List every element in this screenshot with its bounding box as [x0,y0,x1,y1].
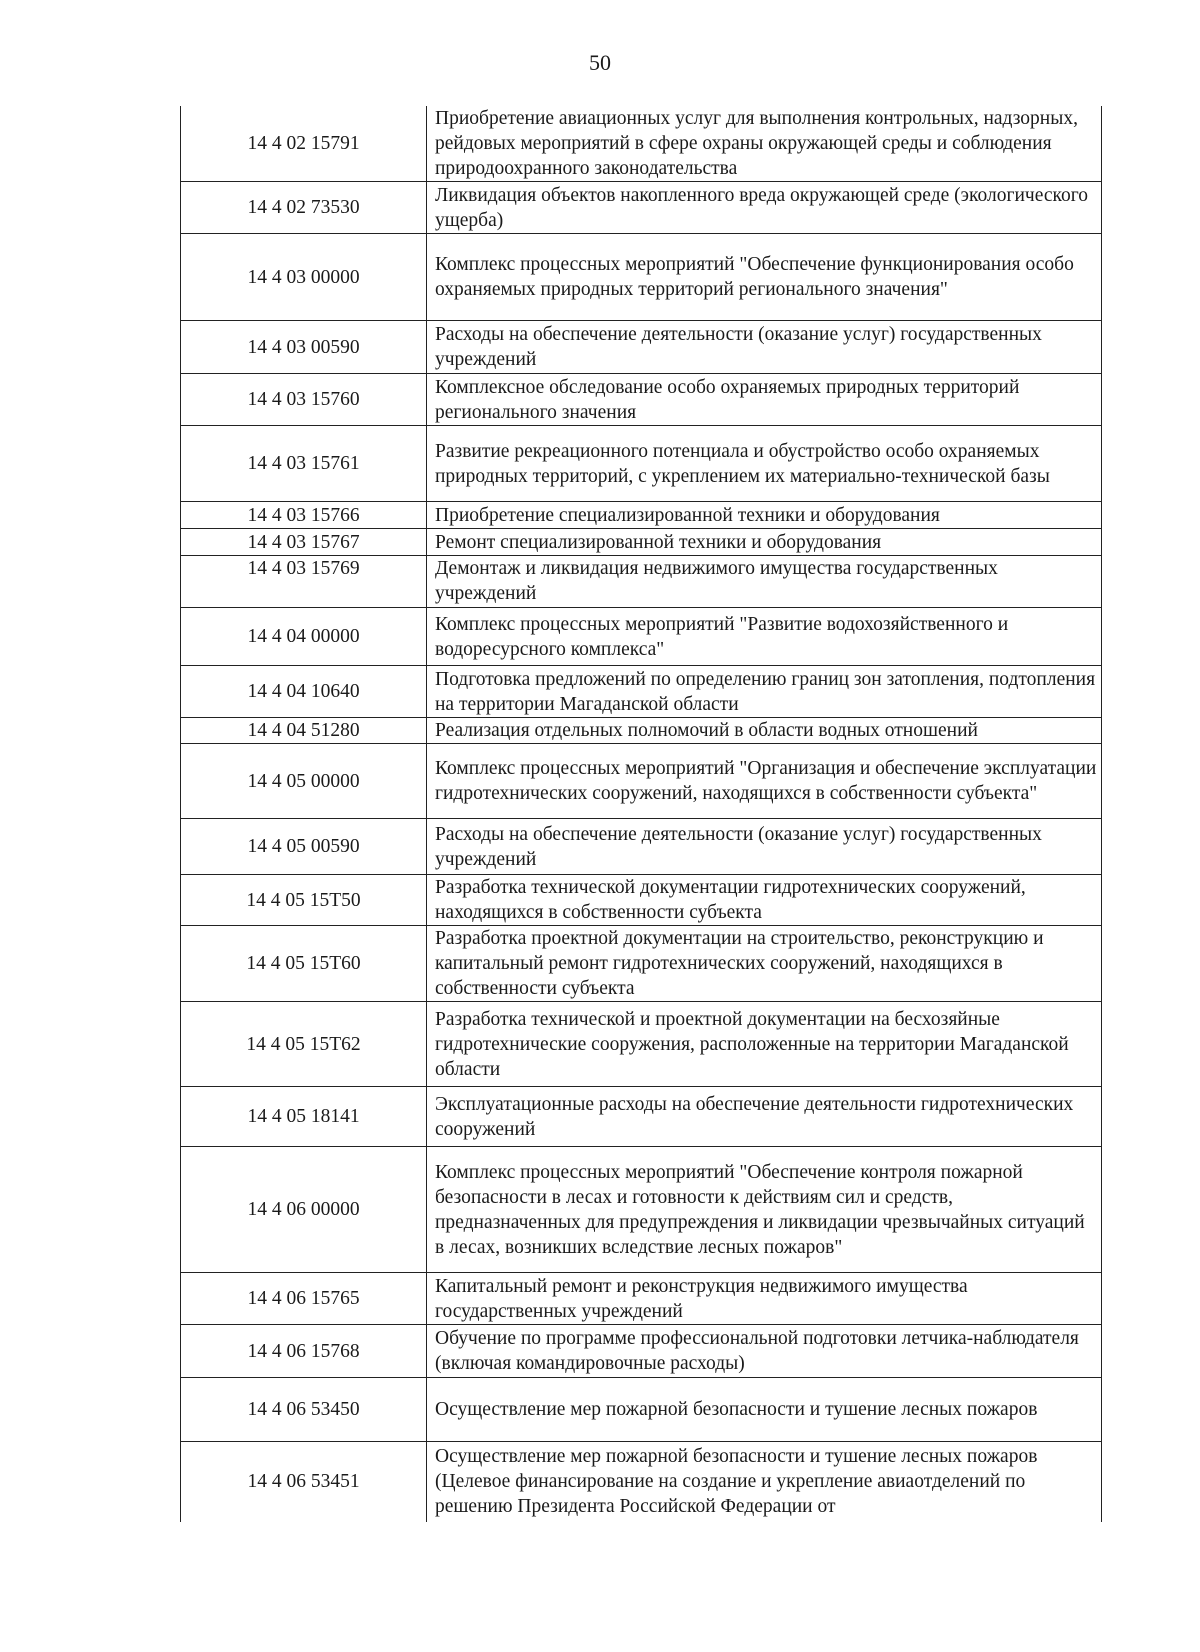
table-row [181,234,1102,321]
row-code: 14 4 03 00590 [181,321,427,374]
table-row [181,608,1102,666]
table-row [181,374,1102,426]
row-description: Расходы на обеспечение деятельности (оказание услуг) государственных учреждений [427,321,1102,374]
row-description: Комплекс процессных мероприятий "Обеспечение функционирования особо охраняемых природных территорий регионального значения" [427,234,1102,321]
table-row [181,1002,1102,1087]
row-description: Ликвидация объектов накопленного вреда окружающей среде (экологического ущерба) [427,182,1102,234]
row-code: 14 4 03 15767 [181,529,427,556]
row-description: Обучение по программе профессиональной подготовки летчика-наблюдателя (включая командировочные расходы) [427,1325,1102,1378]
row-description: Расходы на обеспечение деятельности (оказание услуг) государственных учреждений [427,819,1102,875]
table-row [181,718,1102,744]
row-description: Ремонт специализированной техники и оборудования [427,529,1102,556]
row-code: 14 4 03 15769 [181,556,427,608]
table-row [181,1378,1102,1442]
row-code: 14 4 02 73530 [181,182,427,234]
table-row [181,182,1102,234]
row-code: 14 4 06 15768 [181,1325,427,1378]
table-row [181,502,1102,529]
row-description: Демонтаж и ликвидация недвижимого имущества государственных учреждений [427,556,1102,608]
table-row [181,426,1102,502]
row-code: 14 4 06 00000 [181,1147,427,1273]
row-description: Капитальный ремонт и реконструкция недвижимого имущества государственных учреждений [427,1273,1102,1325]
table-row [181,744,1102,819]
row-code: 14 4 05 00000 [181,744,427,819]
row-code: 14 4 02 15791 [181,106,427,182]
row-description: Комплекс процессных мероприятий "Обеспечение контроля пожарной безопасности в лесах и готовности к действиям сил и средств, предназначенных для предупреждения и ликвидации чрезвычайных ситуаций в лесах, возникших вследствие лесных пожаров" [427,1147,1102,1273]
table-row [181,321,1102,374]
row-description: Осуществление мер пожарной безопасности и тушение лесных пожаров [427,1378,1102,1442]
table-row [181,1442,1102,1522]
row-code: 14 4 05 15Т62 [181,1002,427,1087]
row-code: 14 4 06 15765 [181,1273,427,1325]
row-code: 14 4 05 15Т50 [181,875,427,926]
row-code: 14 4 05 00590 [181,819,427,875]
table-row [181,926,1102,1002]
table-row [181,529,1102,556]
table-row [181,106,1102,182]
row-description: Разработка проектной документации на строительство, реконструкцию и капитальный ремонт гидротехнических сооружений, находящихся в собственности субъекта [427,926,1102,1002]
row-description: Комплекс процессных мероприятий "Развитие водохозяйственного и водоресурсного комплекса" [427,608,1102,666]
row-description: Развитие рекреационного потенциала и обустройство особо охраняемых природных территорий, с укреплением их материально-технической базы [427,426,1102,502]
row-code: 14 4 05 15Т60 [181,926,427,1002]
row-code: 14 4 04 10640 [181,666,427,718]
table-row [181,1273,1102,1325]
budget-classification-table [180,106,1102,1522]
page-number: 50 [589,50,611,75]
row-description: Осуществление мер пожарной безопасности и тушение лесных пожаров (Целевое финансирование на создание и укрепление авиаотделений по решению Президента Российской Федерации от [427,1442,1102,1522]
row-description: Эксплуатационные расходы на обеспечение деятельности гидротехнических сооружений [427,1087,1102,1147]
row-description: Реализация отдельных полномочий в области водных отношений [427,718,1102,744]
row-code: 14 4 03 15761 [181,426,427,502]
table-row [181,1147,1102,1273]
row-description: Приобретение авиационных услуг для выполнения контрольных, надзорных, рейдовых мероприятий в сфере охраны окружающей среды и соблюдения природоохранного законодательства [427,106,1102,182]
table-row [181,1325,1102,1378]
row-description: Приобретение специализированной техники и оборудования [427,502,1102,529]
row-code: 14 4 05 18141 [181,1087,427,1147]
table-row [181,1087,1102,1147]
table-row [181,819,1102,875]
row-code: 14 4 03 15760 [181,374,427,426]
row-description: Подготовка предложений по определению границ зон затопления, подтопления на территории Магаданской области [427,666,1102,718]
row-code: 14 4 03 15766 [181,502,427,529]
table-row [181,556,1102,608]
row-code: 14 4 06 53451 [181,1442,427,1522]
row-description: Разработка технической и проектной документации на бесхозяйные гидротехнические сооружения, расположенные на территории Магаданской области [427,1002,1102,1087]
row-code: 14 4 06 53450 [181,1378,427,1442]
table-row [181,875,1102,926]
row-code: 14 4 04 00000 [181,608,427,666]
row-code: 14 4 03 00000 [181,234,427,321]
row-description: Комплексное обследование особо охраняемых природных территорий регионального значения [427,374,1102,426]
table-row [181,666,1102,718]
row-description: Комплекс процессных мероприятий "Организация и обеспечение эксплуатации гидротехнических сооружений, находящихся в собственности субъекта" [427,744,1102,819]
row-code: 14 4 04 51280 [181,718,427,744]
row-description: Разработка технической документации гидротехнических сооружений, находящихся в собственности субъекта [427,875,1102,926]
